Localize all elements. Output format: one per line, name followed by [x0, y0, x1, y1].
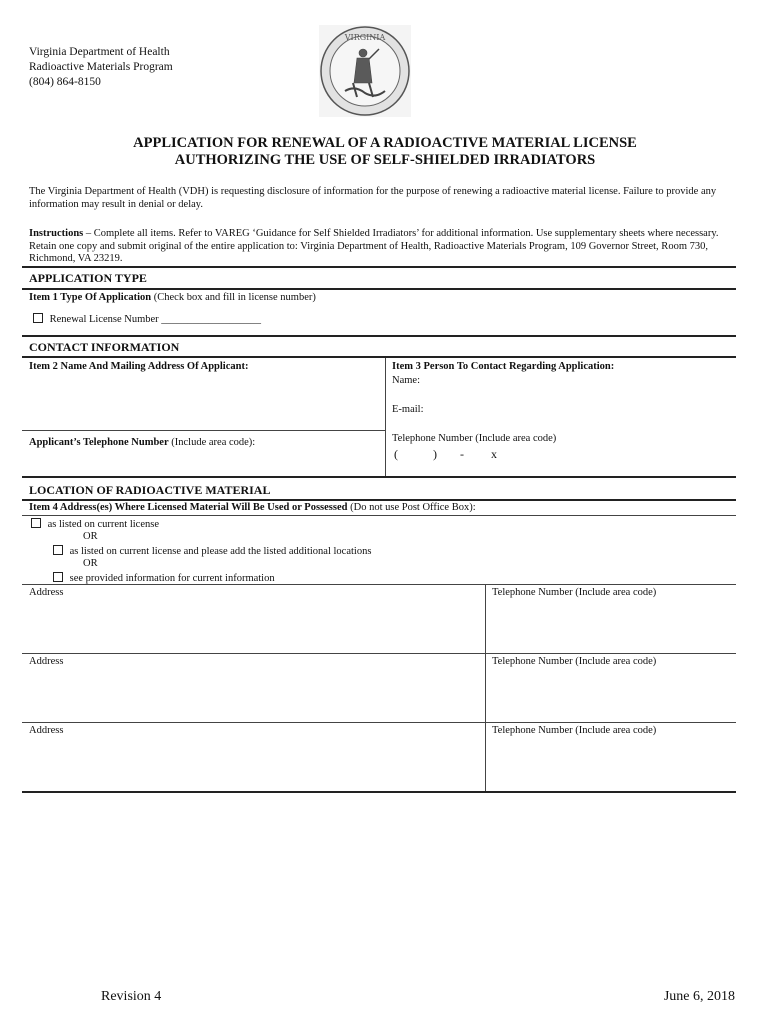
divider — [22, 476, 736, 478]
address-phone-label-3: Telephone Number (Include area code) — [492, 725, 657, 736]
disclosure-text: The Virginia Department of Health (VDH) is requesting disclosure of information for the purpose of renewing a radioactive material license. Failure to provide any information may result in denial or delay. — [29, 186, 717, 210]
item4-label: Item 4 Address(es) Where Licensed Material Will Be Used or Possessed — [29, 502, 348, 513]
divider — [22, 430, 385, 431]
contact-name-label: Name: — [392, 375, 420, 386]
option3-label: see provided information for current information — [69, 573, 275, 584]
form-title-line1: APPLICATION FOR RENEWAL OF A RADIOACTIVE MATERIAL LICENSE — [133, 135, 637, 151]
divider — [22, 653, 736, 654]
option2-checkbox[interactable] — [53, 545, 63, 555]
form-title-line2: AUTHORIZING THE USE OF SELF-SHIELDED IRRADIATORS — [174, 152, 596, 168]
item4-row — [29, 502, 476, 514]
instructions — [29, 228, 729, 266]
location-heading: LOCATION OF RADIOACTIVE MATERIAL — [29, 483, 271, 497]
divider — [22, 791, 736, 793]
instructions-label: Instructions — [29, 228, 84, 239]
location-option-2 — [53, 545, 371, 558]
option2-label: as listed on current license and please add the listed additional locations — [69, 546, 372, 557]
phone-open-paren: ( — [394, 447, 398, 461]
divider — [22, 515, 736, 516]
revision-date: June 6, 2018 — [663, 989, 735, 1004]
application-type-heading: APPLICATION TYPE — [29, 271, 147, 285]
divider — [22, 356, 736, 358]
option3-checkbox[interactable] — [53, 572, 63, 582]
program-name: Radioactive Materials Program — [29, 61, 173, 73]
revision-label: Revision 4 — [101, 989, 162, 1004]
address-label-1: Address — [29, 587, 64, 598]
item2-label: Item 2 Name And Mailing Address Of Applicant: — [29, 361, 249, 372]
divider — [22, 288, 736, 290]
phone-dash: - — [460, 447, 464, 461]
address-phone-label-1: Telephone Number (Include area code) — [492, 587, 657, 598]
divider — [22, 266, 736, 268]
instructions-text: – Complete all items. Refer to VAREG ‘Guidance for Self Shielded Irradiators’ for additional information. Use supplementary sheets where necessary. Retain one copy and submit original of the entire application to: Virginia Department of Health, Radioactive Materials Program, 109 Governor Street, Room 730, Richmond, VA 23219. — [29, 228, 719, 264]
virginia-state-seal — [319, 25, 411, 117]
item1-note: (Check box and fill in license number) — [151, 292, 316, 303]
or-separator-2: OR — [83, 558, 98, 569]
divider — [22, 499, 736, 501]
or-separator-1: OR — [83, 531, 98, 542]
address-phone-label-2: Telephone Number (Include area code) — [492, 656, 657, 667]
option1-label: as listed on current license — [47, 519, 160, 530]
item4-note: (Do not use Post Office Box): — [347, 502, 476, 513]
item3-label: Item 3 Person To Contact Regarding Application: — [392, 361, 615, 372]
divider — [22, 335, 736, 337]
agency-name: Virginia Department of Health — [29, 46, 170, 58]
renewal-option — [33, 313, 261, 326]
address-label-3: Address — [29, 725, 64, 736]
phone-extension: x — [491, 447, 497, 461]
contact-phone-label: Telephone Number (Include area code) — [392, 433, 557, 444]
applicant-phone — [29, 437, 255, 449]
applicant-phone-note: (Include area code): — [168, 437, 256, 448]
item1-label: Item 1 Type Of Application — [29, 292, 152, 303]
address-label-2: Address — [29, 656, 64, 667]
item1-row — [29, 292, 316, 304]
applicant-phone-label: Applicant’s Telephone Number — [29, 437, 169, 448]
divider — [22, 722, 736, 723]
contact-heading: CONTACT INFORMATION — [29, 340, 180, 354]
renewal-checkbox[interactable] — [33, 313, 43, 323]
option1-checkbox[interactable] — [31, 518, 41, 528]
contact-email-label: E-mail: — [392, 404, 424, 415]
divider — [22, 584, 736, 585]
contact-phone-format — [394, 447, 497, 462]
program-phone: (804) 864-8150 — [29, 76, 101, 88]
renewal-license-label: Renewal License Number ___________________ — [49, 314, 262, 325]
phone-close-paren: ) — [433, 447, 437, 461]
divider — [485, 584, 486, 792]
location-option-1 — [31, 518, 159, 531]
seal-lettering: VIRGINIA — [344, 33, 386, 42]
divider — [385, 358, 386, 476]
